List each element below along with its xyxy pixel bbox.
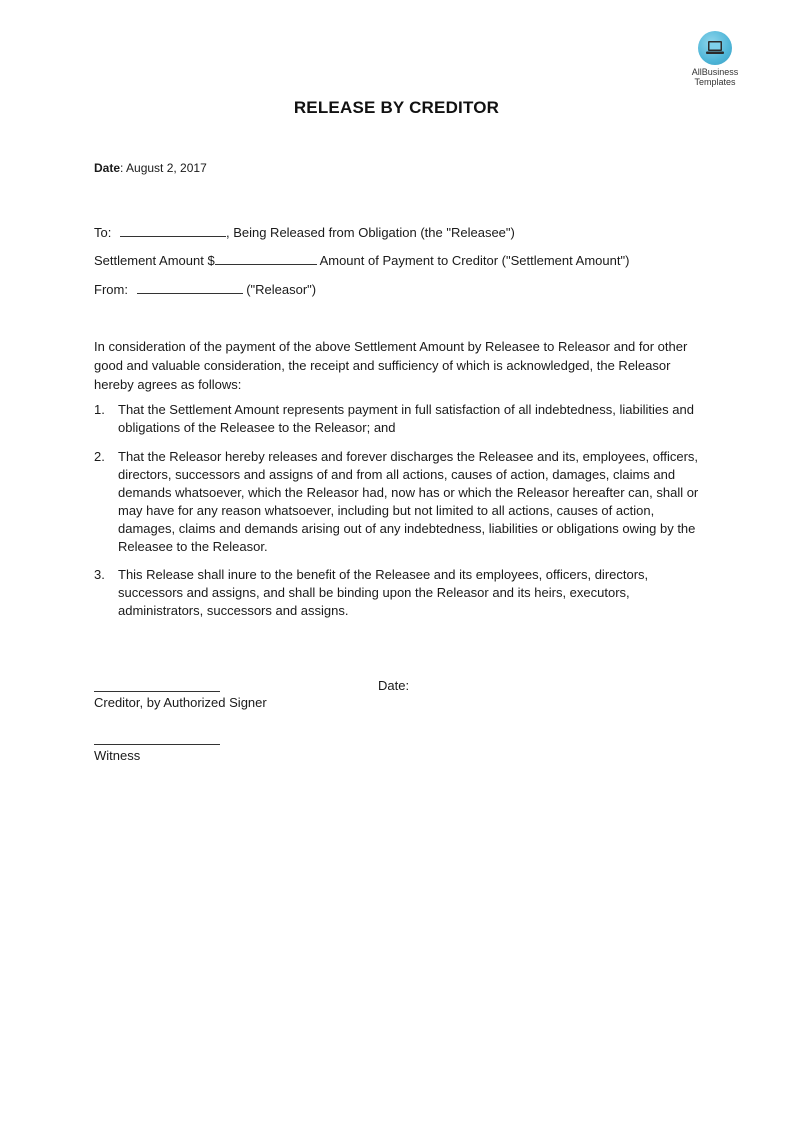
signature-date-label: Date: bbox=[378, 678, 410, 693]
to-field bbox=[94, 224, 515, 240]
clause-text: That the Releasor hereby releases and forever discharges the Releasee and its, employees, officers, directors, successors and assigns of and from all actions, causes of action, damages, claims and demands whatsoever, which the Releasor had, now has or which the Releasor hereafter can, shall or may have for any reason whatsoever, including but not limited to all actions, causes of action, damages, claims and demands arising out of any indebtedness, liabilities or obligations owing by the Releasee to the Releasor. bbox=[118, 449, 699, 554]
settlement-amount-field bbox=[94, 252, 629, 268]
from-field bbox=[94, 281, 316, 297]
settlement-blank[interactable] bbox=[215, 252, 317, 265]
date-label: Date bbox=[94, 161, 121, 175]
creditor-signature-line[interactable] bbox=[94, 691, 220, 692]
logo-text bbox=[683, 67, 747, 87]
settlement-suffix: Amount of Payment to Creditor ("Settlement Amount") bbox=[316, 253, 630, 268]
from-blank[interactable] bbox=[137, 281, 243, 294]
clause-item bbox=[94, 448, 706, 556]
date-value: : August 2, 2017 bbox=[120, 161, 207, 175]
logo-line-1: AllBusiness bbox=[691, 67, 739, 77]
clause-item bbox=[94, 566, 706, 620]
allbusiness-templates-logo bbox=[689, 31, 741, 87]
clause-number: 3. bbox=[94, 567, 105, 582]
to-blank[interactable] bbox=[120, 224, 226, 237]
from-suffix: ("Releasor") bbox=[242, 282, 317, 297]
from-label: From: bbox=[94, 282, 128, 297]
settlement-label: Settlement Amount $ bbox=[94, 253, 215, 268]
clause-number: 2. bbox=[94, 449, 105, 464]
to-label: To: bbox=[94, 225, 112, 240]
clause-item bbox=[94, 401, 706, 437]
logo-line-2: Templates bbox=[694, 77, 736, 87]
witness-signature-line[interactable] bbox=[94, 744, 220, 745]
clause-text: This Release shall inure to the benefit of the Releasee and its employees, officers, directors, successors and assigns, and shall be binding upon the Releasor and its heirs, executors, administrators, successors and assigns. bbox=[118, 567, 649, 618]
document-title: RELEASE BY CREDITOR bbox=[293, 98, 500, 117]
witness-label: Witness bbox=[94, 748, 141, 763]
laptop-icon bbox=[698, 31, 732, 65]
document-date bbox=[94, 161, 207, 175]
clause-text: That the Settlement Amount represents payment in full satisfaction of all indebtedness, liabilities and obligations of the Releasee to the Releasor; and bbox=[118, 402, 694, 435]
clause-number: 1. bbox=[94, 402, 105, 417]
to-suffix: , Being Released from Obligation (the "Releasee") bbox=[225, 225, 515, 240]
intro-paragraph: In consideration of the payment of the above Settlement Amount by Releasee to Releasor and for other good and valuable consideration, the receipt and sufficiency of which is acknowledged, the Releasor hereby agrees as follows: bbox=[94, 339, 688, 392]
creditor-signer-label: Creditor, by Authorized Signer bbox=[94, 695, 267, 710]
